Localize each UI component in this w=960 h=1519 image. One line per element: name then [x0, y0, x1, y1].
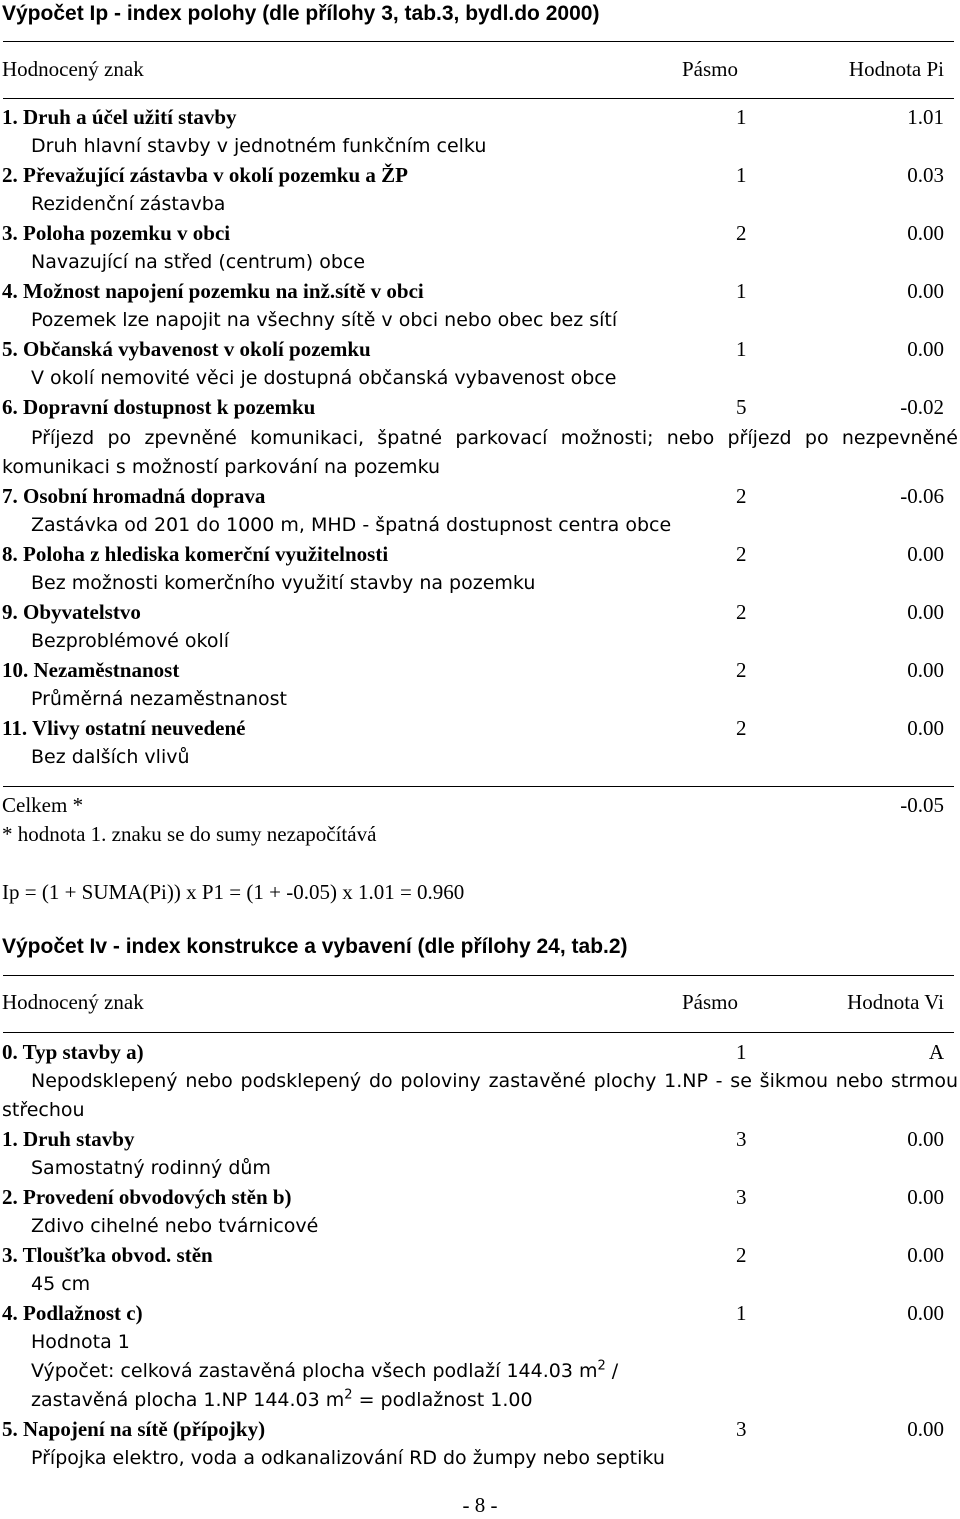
table-row [0, 103, 960, 132]
item-name: 4. Podlažnost c) [2, 1301, 143, 1325]
item-name: 5. Občanská vybavenost v okolí pozemku [2, 337, 371, 361]
item-description: Bez možnosti komerčního využití stavby na pozemku [31, 572, 536, 594]
item-value: 0.00 [907, 1417, 944, 1441]
item-pasmo: 1 [736, 1301, 747, 1325]
item-value: 0.00 [907, 1301, 944, 1325]
header-pasmo: Pásmo [682, 57, 739, 81]
item-name: 6. Dopravní dostupnost k pozemku [2, 395, 316, 419]
table-row [0, 335, 960, 364]
item-value: 0.00 [907, 658, 944, 682]
item-pasmo: 1 [736, 163, 747, 187]
item-description: Rezidenční zástavba [31, 193, 226, 215]
item-description: V okolí nemovité věci je dostupná občanská vybavenost obce [31, 367, 617, 389]
total-value: -0.05 [900, 793, 944, 817]
divider [3, 786, 954, 787]
table-row [0, 393, 960, 422]
item-description: Příjezd po zpevněné komunikaci, špatné parkovací možnosti; nebo příjezd po nezpevněné komunikaci s možností parkování na pozemku [2, 427, 958, 478]
item-name: 5. Napojení na sítě (přípojky) [2, 1417, 266, 1441]
divider [3, 975, 954, 976]
ip-formula: Ip = (1 + SUMA(Pi)) x P1 = (1 + -0.05) x 1.01 = 0.960 [2, 880, 465, 904]
item-description: Pozemek lze napojit na všechny sítě v obci nebo obec bez sítí [31, 309, 618, 331]
item-name: 3. Tloušťka obvod. stěn [2, 1243, 213, 1267]
table-row [0, 482, 960, 511]
table-row [0, 219, 960, 248]
item-description: Nepodsklepený nebo podsklepený do poloviny zastavěné plochy 1.NP - se šikmou nebo strmou střechou [2, 1070, 958, 1121]
item-description: Bezproblémové okolí [31, 630, 230, 652]
table-header-ip [0, 55, 960, 84]
item-description: Samostatný rodinný dům [31, 1157, 271, 1179]
item-pasmo: 3 [736, 1185, 747, 1209]
item-pasmo: 2 [736, 1243, 747, 1267]
item-name: 9. Obyvatelstvo [2, 600, 141, 624]
item-pasmo: 2 [736, 542, 747, 566]
header-znak: Hodnocený znak [2, 990, 144, 1014]
item-name: 7. Osobní hromadná doprava [2, 484, 266, 508]
table-row [0, 1241, 960, 1270]
header-hodnota: Hodnota Pi [848, 57, 944, 81]
item-name: 2. Převažující zástavba v okolí pozemku a ŽP [2, 163, 408, 187]
item-name: 3. Poloha pozemku v obci [2, 221, 231, 245]
item-pasmo: 1 [736, 337, 747, 361]
table-row [0, 1415, 960, 1444]
item-name: 8. Poloha z hlediska komerční využitelnosti [2, 542, 389, 566]
table-row [0, 656, 960, 685]
item-description: Bez dalších vlivů [31, 746, 190, 768]
item-name: 2. Provedení obvodových stěn b) [2, 1185, 292, 1209]
item-name: 1. Druh stavby [2, 1127, 135, 1151]
item-pasmo: 1 [736, 279, 747, 303]
item-value: -0.06 [900, 484, 944, 508]
item-pasmo: 1 [736, 105, 747, 129]
page-number: - 8 - [462, 1493, 498, 1517]
divider [3, 98, 954, 99]
item-description: Průměrná nezaměstnanost [31, 688, 287, 710]
item-value: 0.03 [907, 163, 944, 187]
table-row [0, 277, 960, 306]
item-pasmo: 1 [736, 1040, 747, 1064]
item-description: Druh hlavní stavby v jednotném funkčním celku [31, 135, 487, 157]
item-value: 1.01 [907, 105, 944, 129]
item-description: Navazující na střed (centrum) obce [31, 251, 366, 273]
item-value: 0.00 [907, 1243, 944, 1267]
item-value: 0.00 [907, 600, 944, 624]
total-label: Celkem * [2, 793, 84, 817]
table-row [0, 1125, 960, 1154]
item-pasmo: 5 [736, 395, 747, 419]
item-description: 45 cm [31, 1273, 91, 1295]
table-row [0, 1183, 960, 1212]
item-value: -0.02 [900, 395, 944, 419]
item-description: Zdivo cihelné nebo tvárnicové [31, 1215, 319, 1237]
table-header-iv [0, 988, 960, 1017]
item-pasmo: 3 [736, 1127, 747, 1151]
item-pasmo: 2 [736, 716, 747, 740]
item-description: Hodnota 1 [31, 1331, 130, 1353]
divider [3, 41, 954, 42]
item-value: 0.00 [907, 716, 944, 740]
table-row [0, 598, 960, 627]
header-pasmo: Pásmo [682, 990, 739, 1014]
footnote: * hodnota 1. znaku se do sumy nezapočítává [2, 822, 377, 846]
item-pasmo: 2 [736, 600, 747, 624]
item-name: 4. Možnost napojení pozemku na inž.sítě v obci [2, 279, 424, 303]
item-description: Přípojka elektro, voda a odkanalizování RD do žumpy nebo septiku [31, 1447, 665, 1469]
header-hodnota: Hodnota Vi [847, 990, 944, 1014]
table-row [0, 540, 960, 569]
divider [3, 1032, 954, 1033]
item-value: 0.00 [907, 221, 944, 245]
table-row [0, 714, 960, 743]
item-name: 10. Nezaměstnanost [2, 658, 180, 682]
total-row [0, 791, 960, 820]
item-value: 0.00 [907, 542, 944, 566]
table-row [0, 161, 960, 190]
item-value: 0.00 [907, 1127, 944, 1151]
item-value: A [928, 1040, 944, 1064]
item-pasmo: 2 [736, 484, 747, 508]
section-title-iv: Výpočet Iv - index konstrukce a vybavení (dle přílohy 24, tab.2) [2, 935, 628, 958]
section-title-ip: Výpočet Ip - index polohy (dle přílohy 3, tab.3, bydl.do 2000) [2, 2, 600, 25]
podlaznost-calc-line1: Výpočet: celková zastavěná plocha všech podlaží 144.03 $m^2$ / [31, 1358, 619, 1382]
podlaznost-calc-line2: zastavěná plocha 1.NP 144.03 $m^2$ = podlažnost 1.00 [31, 1387, 533, 1411]
item-pasmo: 3 [736, 1417, 747, 1441]
item-name: 0. Typ stavby a) [2, 1040, 144, 1064]
table-row [0, 1299, 960, 1328]
item-name: 11. Vlivy ostatní neuvedené [2, 716, 246, 740]
item-description: Zastávka od 201 do 1000 m, MHD - špatná dostupnost centra obce [31, 514, 672, 536]
item-value: 0.00 [907, 1185, 944, 1209]
item-value: 0.00 [907, 279, 944, 303]
item-value: 0.00 [907, 337, 944, 361]
item-pasmo: 2 [736, 221, 747, 245]
header-znak: Hodnocený znak [2, 57, 144, 81]
item-pasmo: 2 [736, 658, 747, 682]
item-name: 1. Druh a účel užití stavby [2, 105, 237, 129]
table-row [0, 1038, 960, 1067]
